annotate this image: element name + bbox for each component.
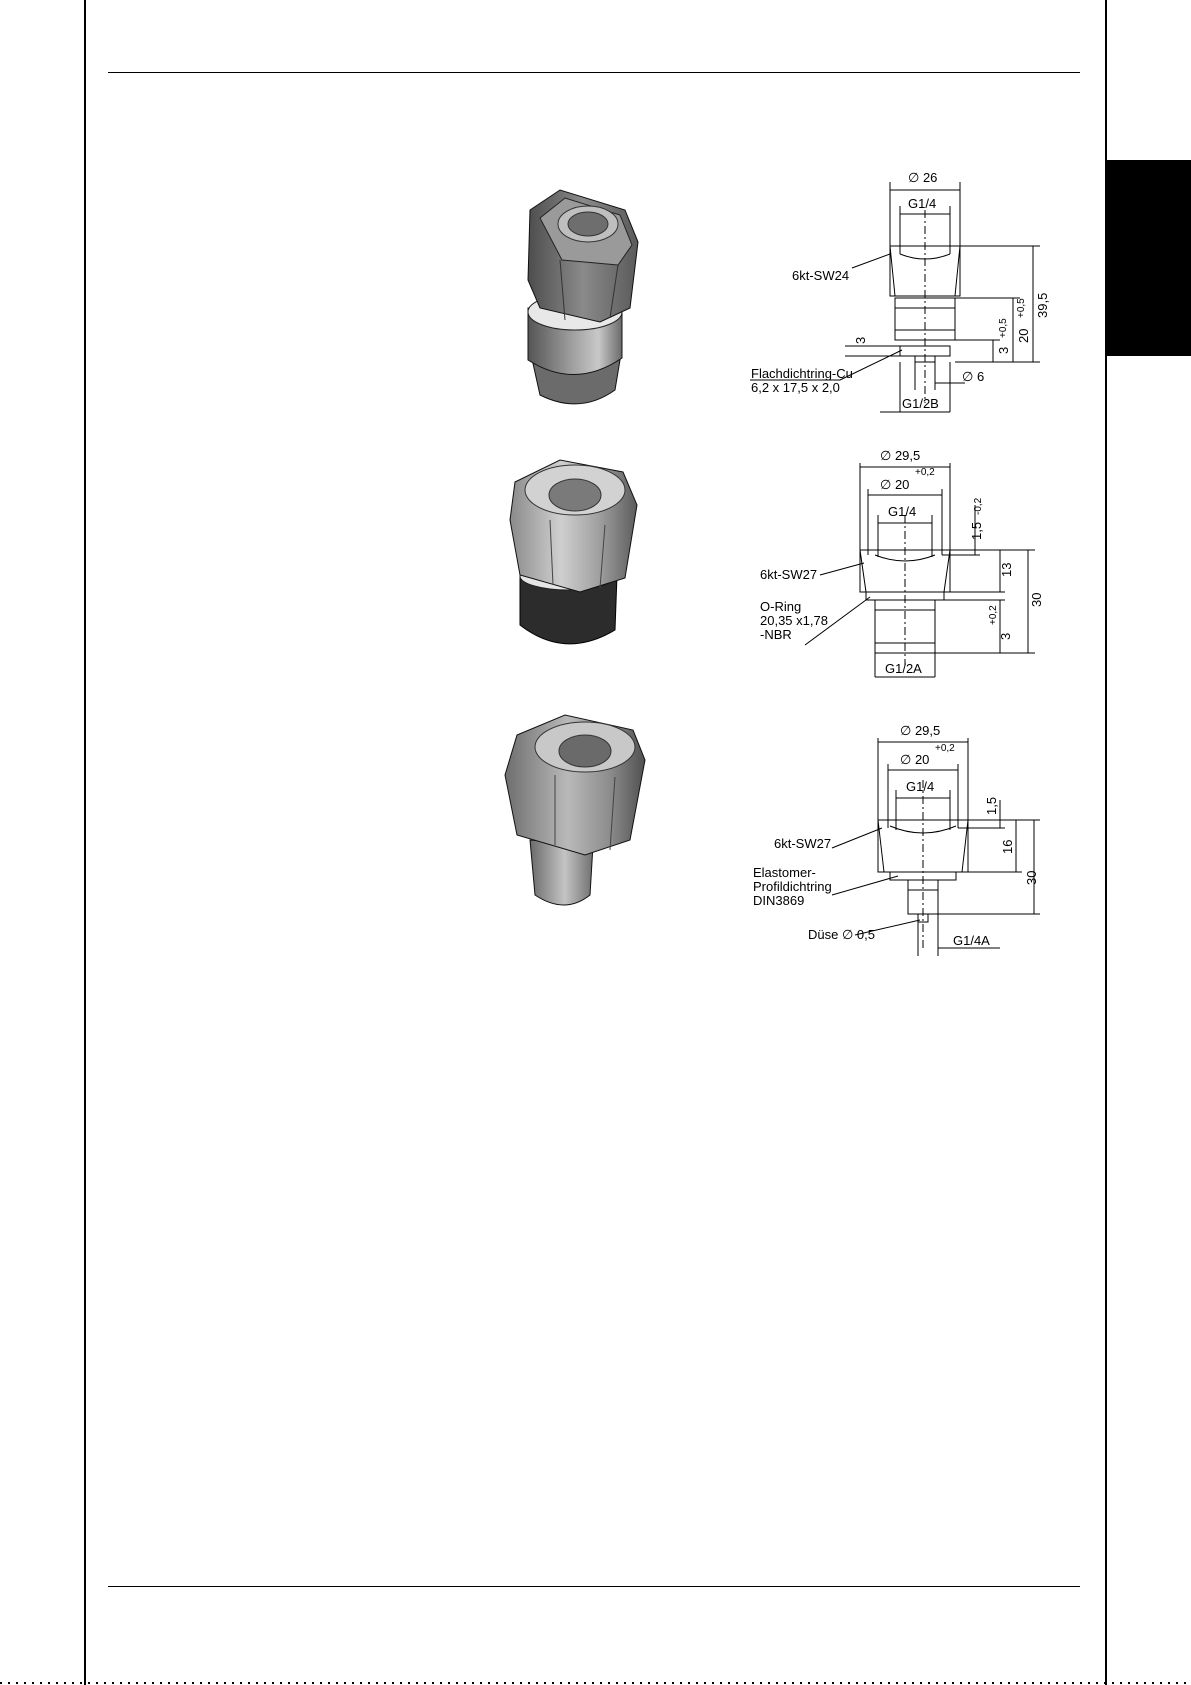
drawing3-hex-label: 6kt-SW27 xyxy=(774,836,832,851)
drawing2-depth-recess: 1,5 xyxy=(969,521,984,540)
drawing1-thread-top: G1/4 xyxy=(908,196,937,211)
drawing3-thread-bottom: G1/4A xyxy=(953,933,990,948)
drawing1-tol-body: +0,5 xyxy=(1016,298,1027,318)
drawing2-dia-outer: ∅ 29,5 xyxy=(880,448,921,463)
drawing2-oring-line1: O-Ring xyxy=(760,599,802,614)
drawing2-dia-recess: ∅ 20 xyxy=(880,477,910,492)
technical-drawing-1 xyxy=(750,168,1050,418)
adapter-photo-1 xyxy=(520,190,690,415)
drawing2-dim-total: 30 xyxy=(1029,592,1044,607)
drawing1-hex-label: 6kt-SW24 xyxy=(792,268,850,283)
drawing3-dim-total: 30 xyxy=(1024,870,1039,885)
drawing3-dia-outer: ∅ 29,5 xyxy=(900,723,941,738)
drawing3-thread-top: G1/4 xyxy=(906,779,935,794)
drawing1-dia-bore: ∅ 6 xyxy=(962,369,985,384)
drawing2-tol-depth: -0,2 xyxy=(973,497,984,515)
page-frame-left xyxy=(84,0,86,1685)
drawing1-thread-bottom: G1/2B xyxy=(902,396,939,411)
drawing2-thread-bottom: G1/2A xyxy=(885,661,922,676)
drawing1-dia-outer: ∅ 26 xyxy=(908,170,938,185)
drawing3-depth-recess: 1,5 xyxy=(984,796,999,815)
drawing3-seal-line3: DIN3869 xyxy=(753,893,805,908)
bottom-ticks xyxy=(0,1681,1191,1685)
section-tab-marker xyxy=(1107,160,1191,356)
drawing1-dim-body: 20 xyxy=(1016,328,1031,343)
technical-drawing-2 xyxy=(760,445,1050,685)
technical-drawing-3 xyxy=(753,720,1050,960)
drawing3-dim-hex: 16 xyxy=(1000,839,1015,854)
drawing2-oring-line3: -NBR xyxy=(760,627,792,642)
header-rule xyxy=(108,72,1080,73)
adapter-photo-2 xyxy=(505,460,685,655)
drawing2-tol-seat: +0,2 xyxy=(988,605,999,625)
drawing3-seal-line2: Profildichtring xyxy=(753,879,832,894)
footer-rule xyxy=(108,1586,1080,1587)
drawing1-dim-seat: 3 xyxy=(996,346,1011,354)
drawing1-dim-left: 3 xyxy=(853,336,868,344)
drawing2-dim-seat: 3 xyxy=(998,632,1013,640)
drawing1-seal-line1: Flachdichtring-Cu xyxy=(751,366,853,381)
drawing1-seal-line2: 6,2 x 17,5 x 2,0 xyxy=(751,380,840,395)
drawing3-seal-line1: Elastomer- xyxy=(753,865,816,880)
drawing2-hex-label: 6kt-SW27 xyxy=(760,567,818,582)
drawing3-nozzle: Düse ∅ 0,5 xyxy=(808,927,875,942)
drawing1-dim-total: 39,5 xyxy=(1035,292,1050,318)
drawing2-oring-line2: 20,35 x1,78 xyxy=(760,613,828,628)
drawing2-thread-top: G1/4 xyxy=(888,504,917,519)
drawing3-dia-recess: ∅ 20 xyxy=(900,752,930,767)
drawing2-dim-hex: 13 xyxy=(999,562,1014,577)
drawing3-tol-recess: +0,2 xyxy=(935,743,955,754)
adapter-photo-3 xyxy=(505,715,685,910)
drawing1-tol-seat: +0,5 xyxy=(998,318,1009,338)
drawing2-tol-recess: +0,2 xyxy=(915,467,935,478)
